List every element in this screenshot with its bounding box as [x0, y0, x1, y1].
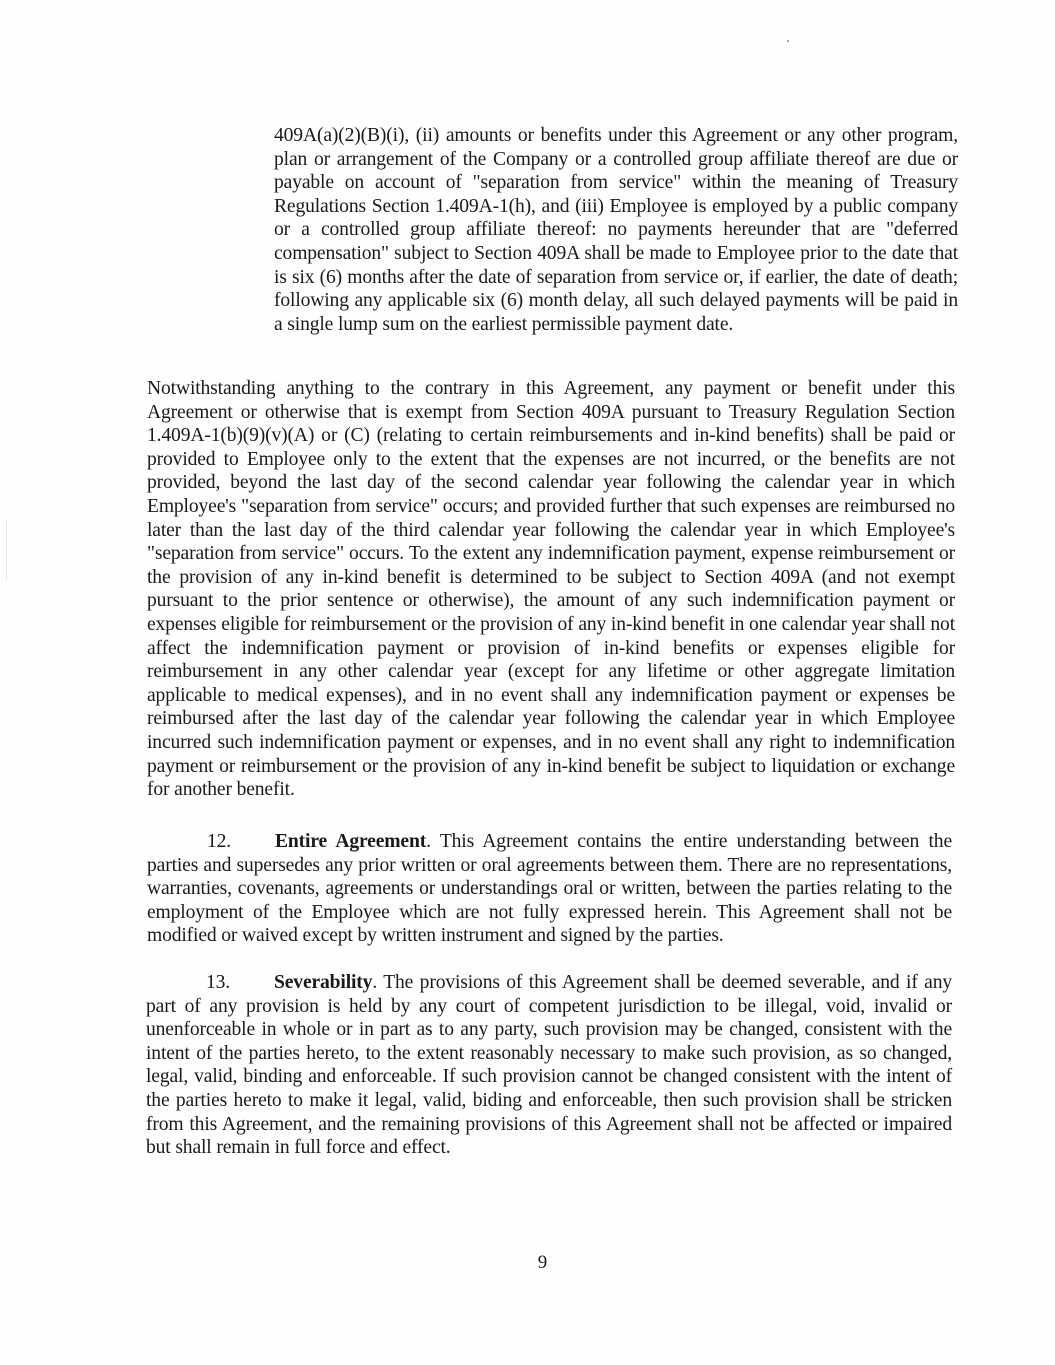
scan-edge-mark	[6, 520, 7, 580]
continued-clause-paragraph: 409A(a)(2)(B)(i), (ii) amounts or benefits under this Agreement or any other program, plan or arrangement of the Company or a controlled group affiliate thereof are due or payable on account of "separation from service" within the meaning of Treasury Regulations Section 1.409A-1(h), and (iii) Employee is employed by a public company or a controlled group affiliate thereof: no payments hereunder that are "deferred compensation" subject to Section 409A shall be made to Employee prior to the date that is six (6) months after the date of separation from service or, if earlier, the date of death; following any applicable six (6) month delay, all such delayed payments will be paid in a single lump sum on the earliest permissible payment date.	[274, 125, 958, 335]
section-13-severability	[146, 971, 952, 1160]
notwithstanding-paragraph: Notwithstanding anything to the contrary in this Agreement, any payment or benefit under this Agreement or otherwise that is exempt from Section 409A pursuant to Treasury Regulation Section 1.409A-1(b)(9)(v)(A) or (C) (relating to certain reimbursements and in-kind benefits) shall be paid or provided to Employee only to the extent that the expenses are not incurred, or the benefits are not provided, beyond the last day of the second calendar year following the calendar year in which Employee's "separation from service" occurs; and provided further that such expenses are reimbursed no later than the last day of the third calendar year following the calendar year in which Employee's "separation from service" occurs. To the extent any indemnification payment, expense reimbursement or the provision of any in-kind benefit is determined to be subject to Section 409A (and not exempt pursuant to the prior sentence or otherwise), the amount of any such indemnification payment or expenses eligible for reimbursement or the provision of any in-kind benefit in one calendar year shall not affect the indemnification payment or provision of in-kind benefits or expenses eligible for reimbursement in any other calendar year (except for any lifetime or other aggregate limitation applicable to medical expenses), and in no event shall any indemnification payment or expenses be reimbursed after the last day of the calendar year following the calendar year in which Employee incurred such indemnification payment or expenses, and in no event shall any right to indemnification payment or reimbursement or the provision of any in-kind benefit be subject to liquidation or exchange for another benefit.	[147, 378, 955, 801]
section-heading: Entire Agreement	[275, 831, 427, 852]
section-body: . The provisions of this Agreement shall be deemed severable, and if any part of any provision is held by any court of competent jurisdiction to be illegal, void, invalid or unenforceable in whole or in part as to any party, such provision may be changed, consistent with the intent of the parties hereto, to the extent reasonably necessary to make such provision, as so changed, legal, valid, binding and enforceable. If such provision cannot be changed consistent with the intent of the parties hereto to make it legal, valid, biding and enforceable, then such provision shall be stricken from this Agreement, and the remaining provisions of this Agreement shall not be affected or impaired but shall remain in full force and effect.	[146, 972, 952, 1159]
page-number: 9	[537, 1252, 548, 1273]
section-body: . This Agreement contains the entire understanding between the parties and supersedes any prior written or oral agreements between them. There are no representations, warranties, covenants, agreements or understandings oral or written, between the parties relating to the employment of the Employee which are not fully expressed herein. This Agreement shall not be modified or waived except by written instrument and signed by the parties.	[147, 831, 952, 947]
section-number: 12.	[207, 831, 232, 852]
section-12-entire-agreement	[147, 830, 952, 948]
section-number: 13.	[206, 972, 231, 993]
scan-speck	[787, 40, 789, 42]
section-heading: Severability	[274, 972, 373, 993]
